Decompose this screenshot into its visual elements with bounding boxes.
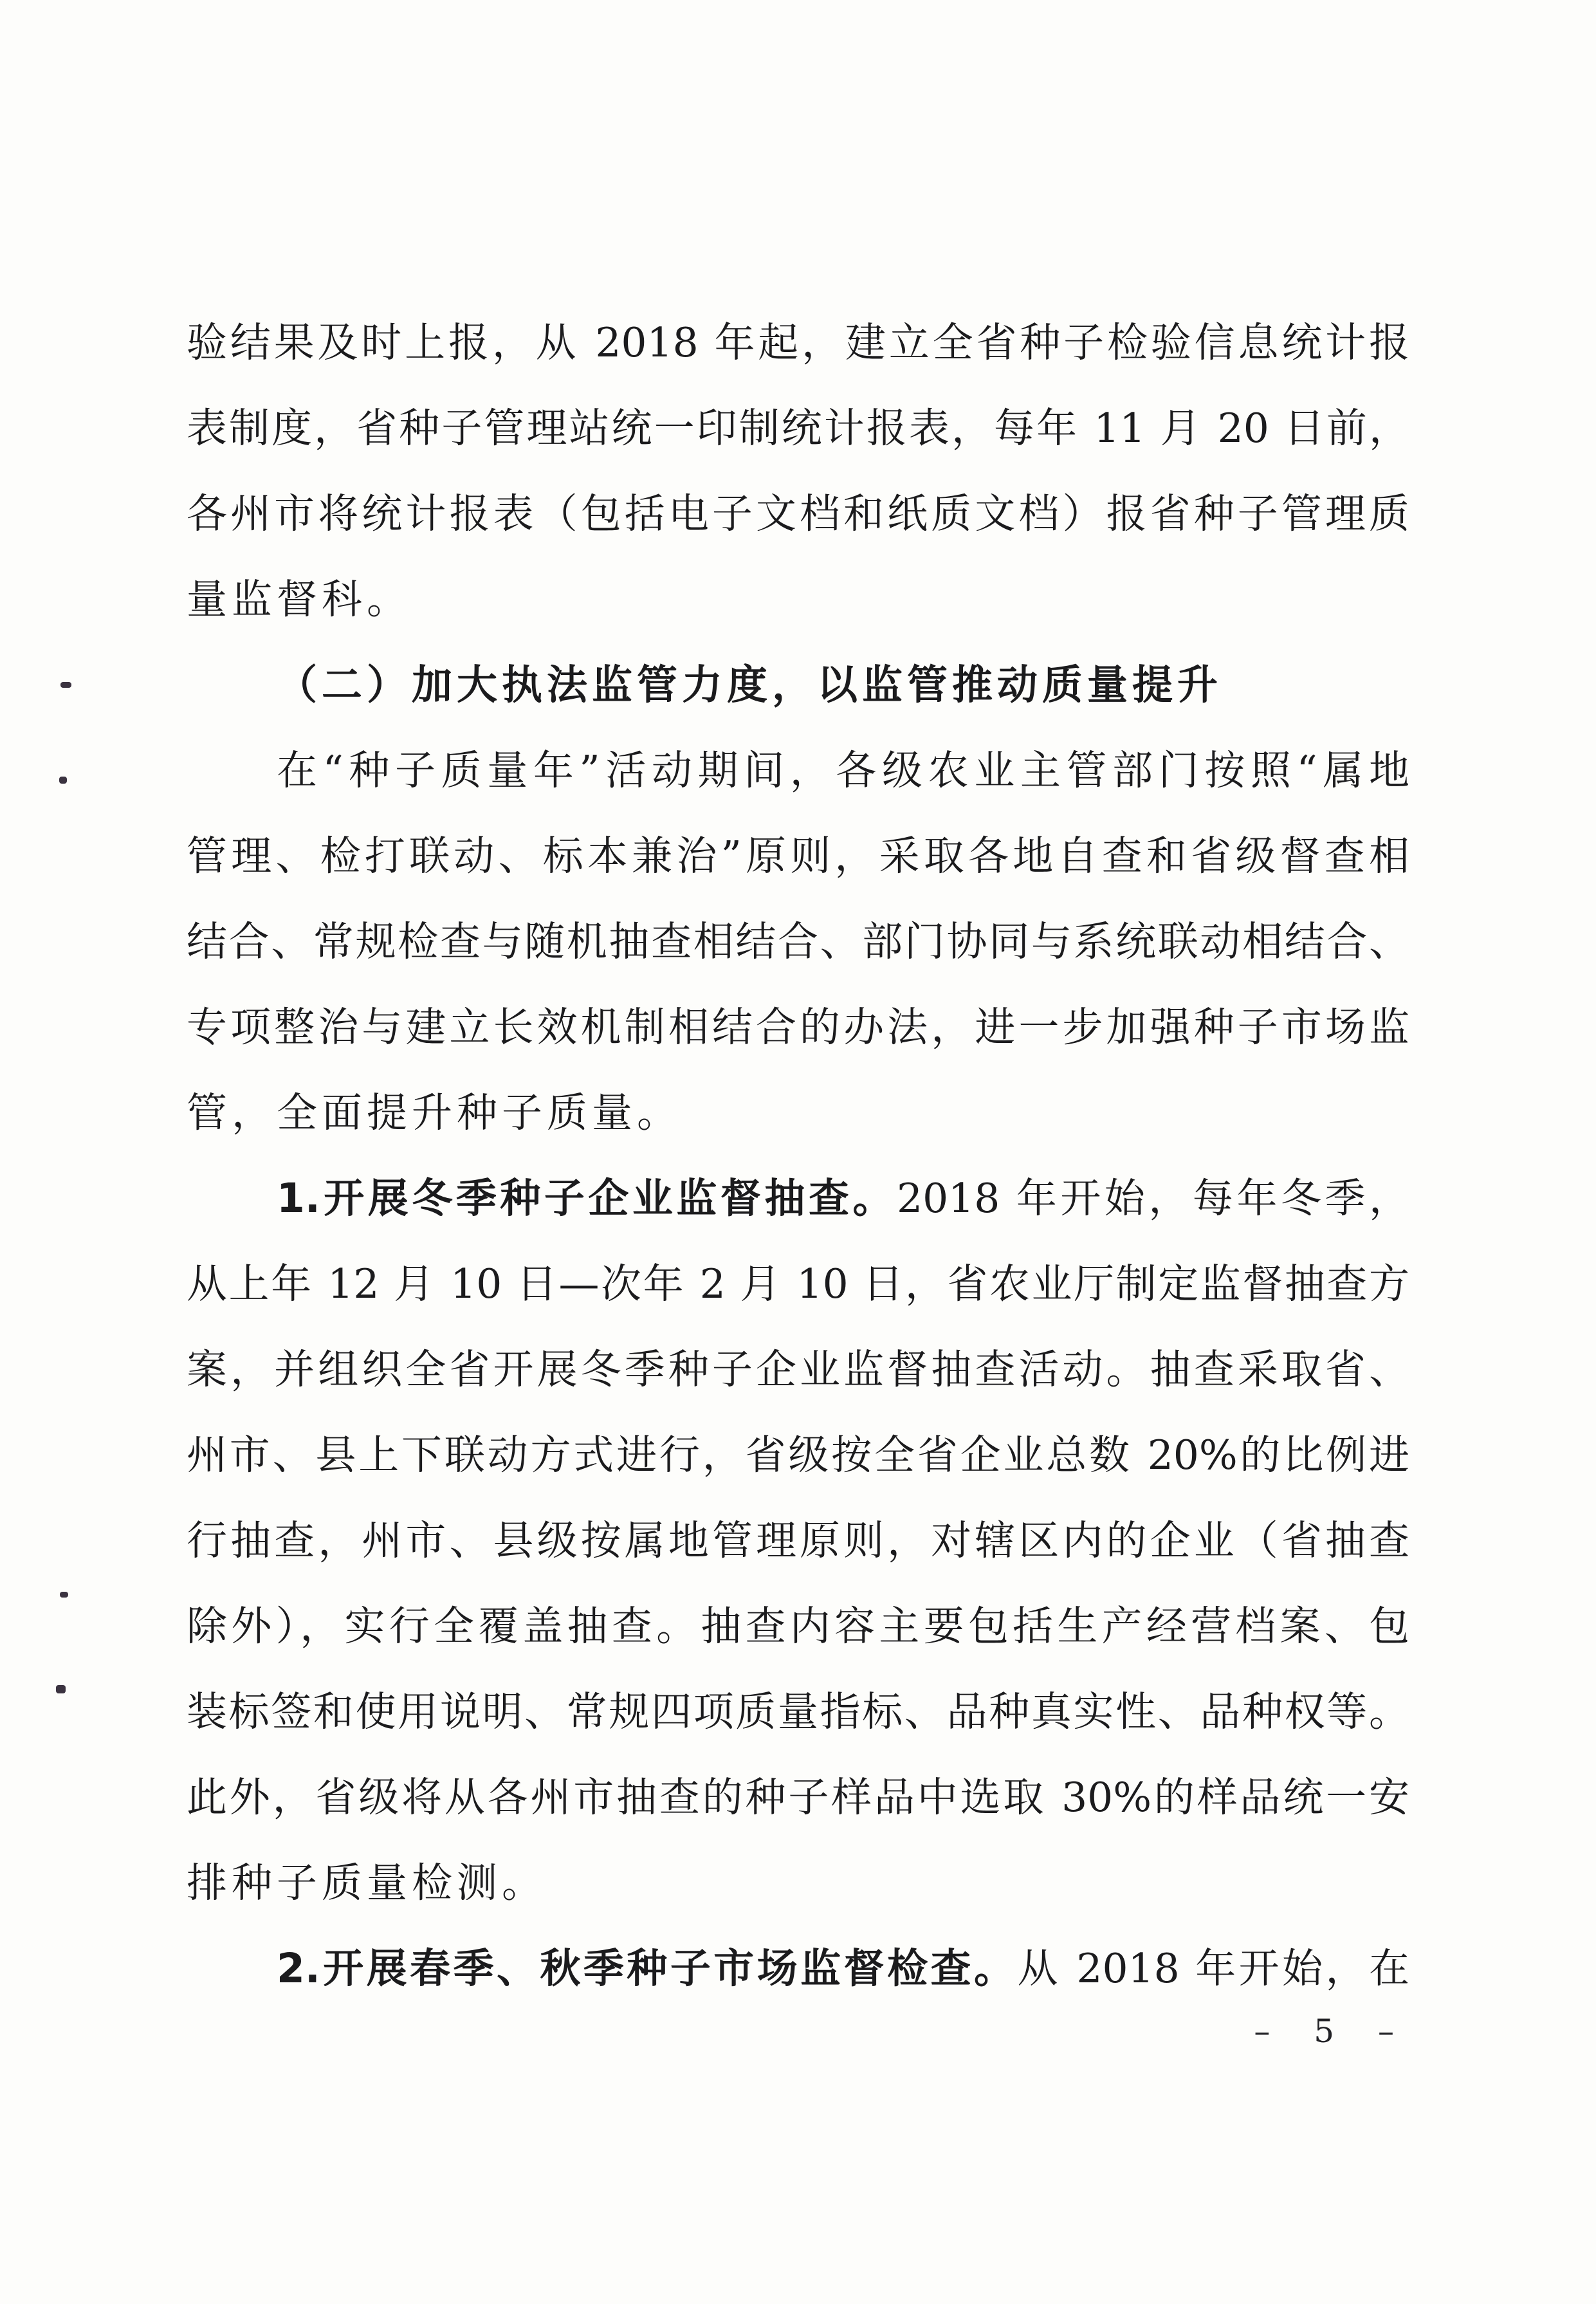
text-segment: 结合、常规检查与随机抽查相结合、部门协同与系统联动相结合、 (187, 918, 1409, 965)
text-line (187, 1070, 1409, 1156)
text-line (187, 813, 1409, 899)
bold-text-segment: 2.开展春季、秋季种子市场监督检查。 (277, 1945, 1018, 1992)
bold-text-segment: 1.开展冬季种子企业监督抽查。 (277, 1175, 897, 1222)
text-segment: 专项整治与建立长效机制相结合的办法，进一步加强种子市场监 (187, 1004, 1409, 1051)
text-line (187, 1327, 1409, 1412)
text-line (187, 899, 1409, 984)
text-segment: 量监督科。 (187, 576, 412, 623)
scan-artifact-mark (60, 682, 71, 688)
text-line (187, 1669, 1409, 1755)
text-segment: 各州市将统计报表（包括电子文档和纸质文档）报省种子管理质 (187, 490, 1409, 537)
text-segment: 案，并组织全省开展冬季种子企业监督抽查活动。抽查采取省、 (187, 1346, 1409, 1393)
text-line (187, 1156, 1409, 1241)
text-segment: 州市、县上下联动方式进行，省级按全省企业总数 20%的比例进 (187, 1432, 1409, 1479)
text-line (187, 385, 1409, 471)
text-line (187, 557, 1409, 642)
text-line (187, 471, 1409, 557)
scan-artifact-mark (60, 1592, 68, 1598)
text-line (187, 1583, 1409, 1669)
text-segment: 2018 年开始，每年冬季， (897, 1175, 1409, 1222)
text-line (187, 1412, 1409, 1498)
text-line (187, 728, 1409, 813)
text-line (187, 1840, 1409, 1926)
text-line (187, 1755, 1409, 1840)
text-segment: 除外），实行全覆盖抽查。抽查内容主要包括生产经营档案、包 (187, 1603, 1409, 1650)
text-line (187, 642, 1409, 728)
text-segment: 从上年 12 月 10 日—次年 2 月 10 日，省农业厅制定监督抽查方 (187, 1260, 1409, 1307)
text-line (187, 300, 1409, 385)
bold-text-segment: （二）加大执法监管力度，以监管推动质量提升 (277, 661, 1222, 708)
text-segment: 表制度，省种子管理站统一印制统计报表，每年 11 月 20 日前， (187, 405, 1409, 452)
text-segment: 装标签和使用说明、常规四项质量指标、品种真实性、品种权等。 (187, 1688, 1409, 1735)
text-segment: 此外，省级将从各州市抽查的种子样品中选取 30%的样品统一安 (187, 1774, 1409, 1821)
scan-artifact-mark (59, 777, 67, 784)
text-line (187, 984, 1409, 1070)
page-number: – 5 – (1254, 2013, 1411, 2050)
text-segment: 行抽查，州市、县级按属地管理原则，对辖区内的企业（省抽查 (187, 1517, 1409, 1564)
text-segment: 从 2018 年开始，在 (1017, 1945, 1409, 1992)
text-line (187, 1498, 1409, 1583)
text-block (187, 300, 1409, 2011)
scan-artifact-mark (56, 1685, 66, 1693)
text-segment: 管，全面提升种子质量。 (187, 1089, 682, 1136)
text-segment: 排种子质量检测。 (187, 1859, 547, 1906)
text-segment: 在“种子质量年”活动期间，各级农业主管部门按照“属地 (277, 747, 1409, 794)
text-line (187, 1926, 1409, 2011)
text-segment: 验结果及时上报，从 2018 年起，建立全省种子检验信息统计报 (187, 319, 1409, 366)
text-segment: 管理、检打联动、标本兼治”原则，采取各地自查和省级督查相 (187, 833, 1409, 880)
text-line (187, 1241, 1409, 1327)
